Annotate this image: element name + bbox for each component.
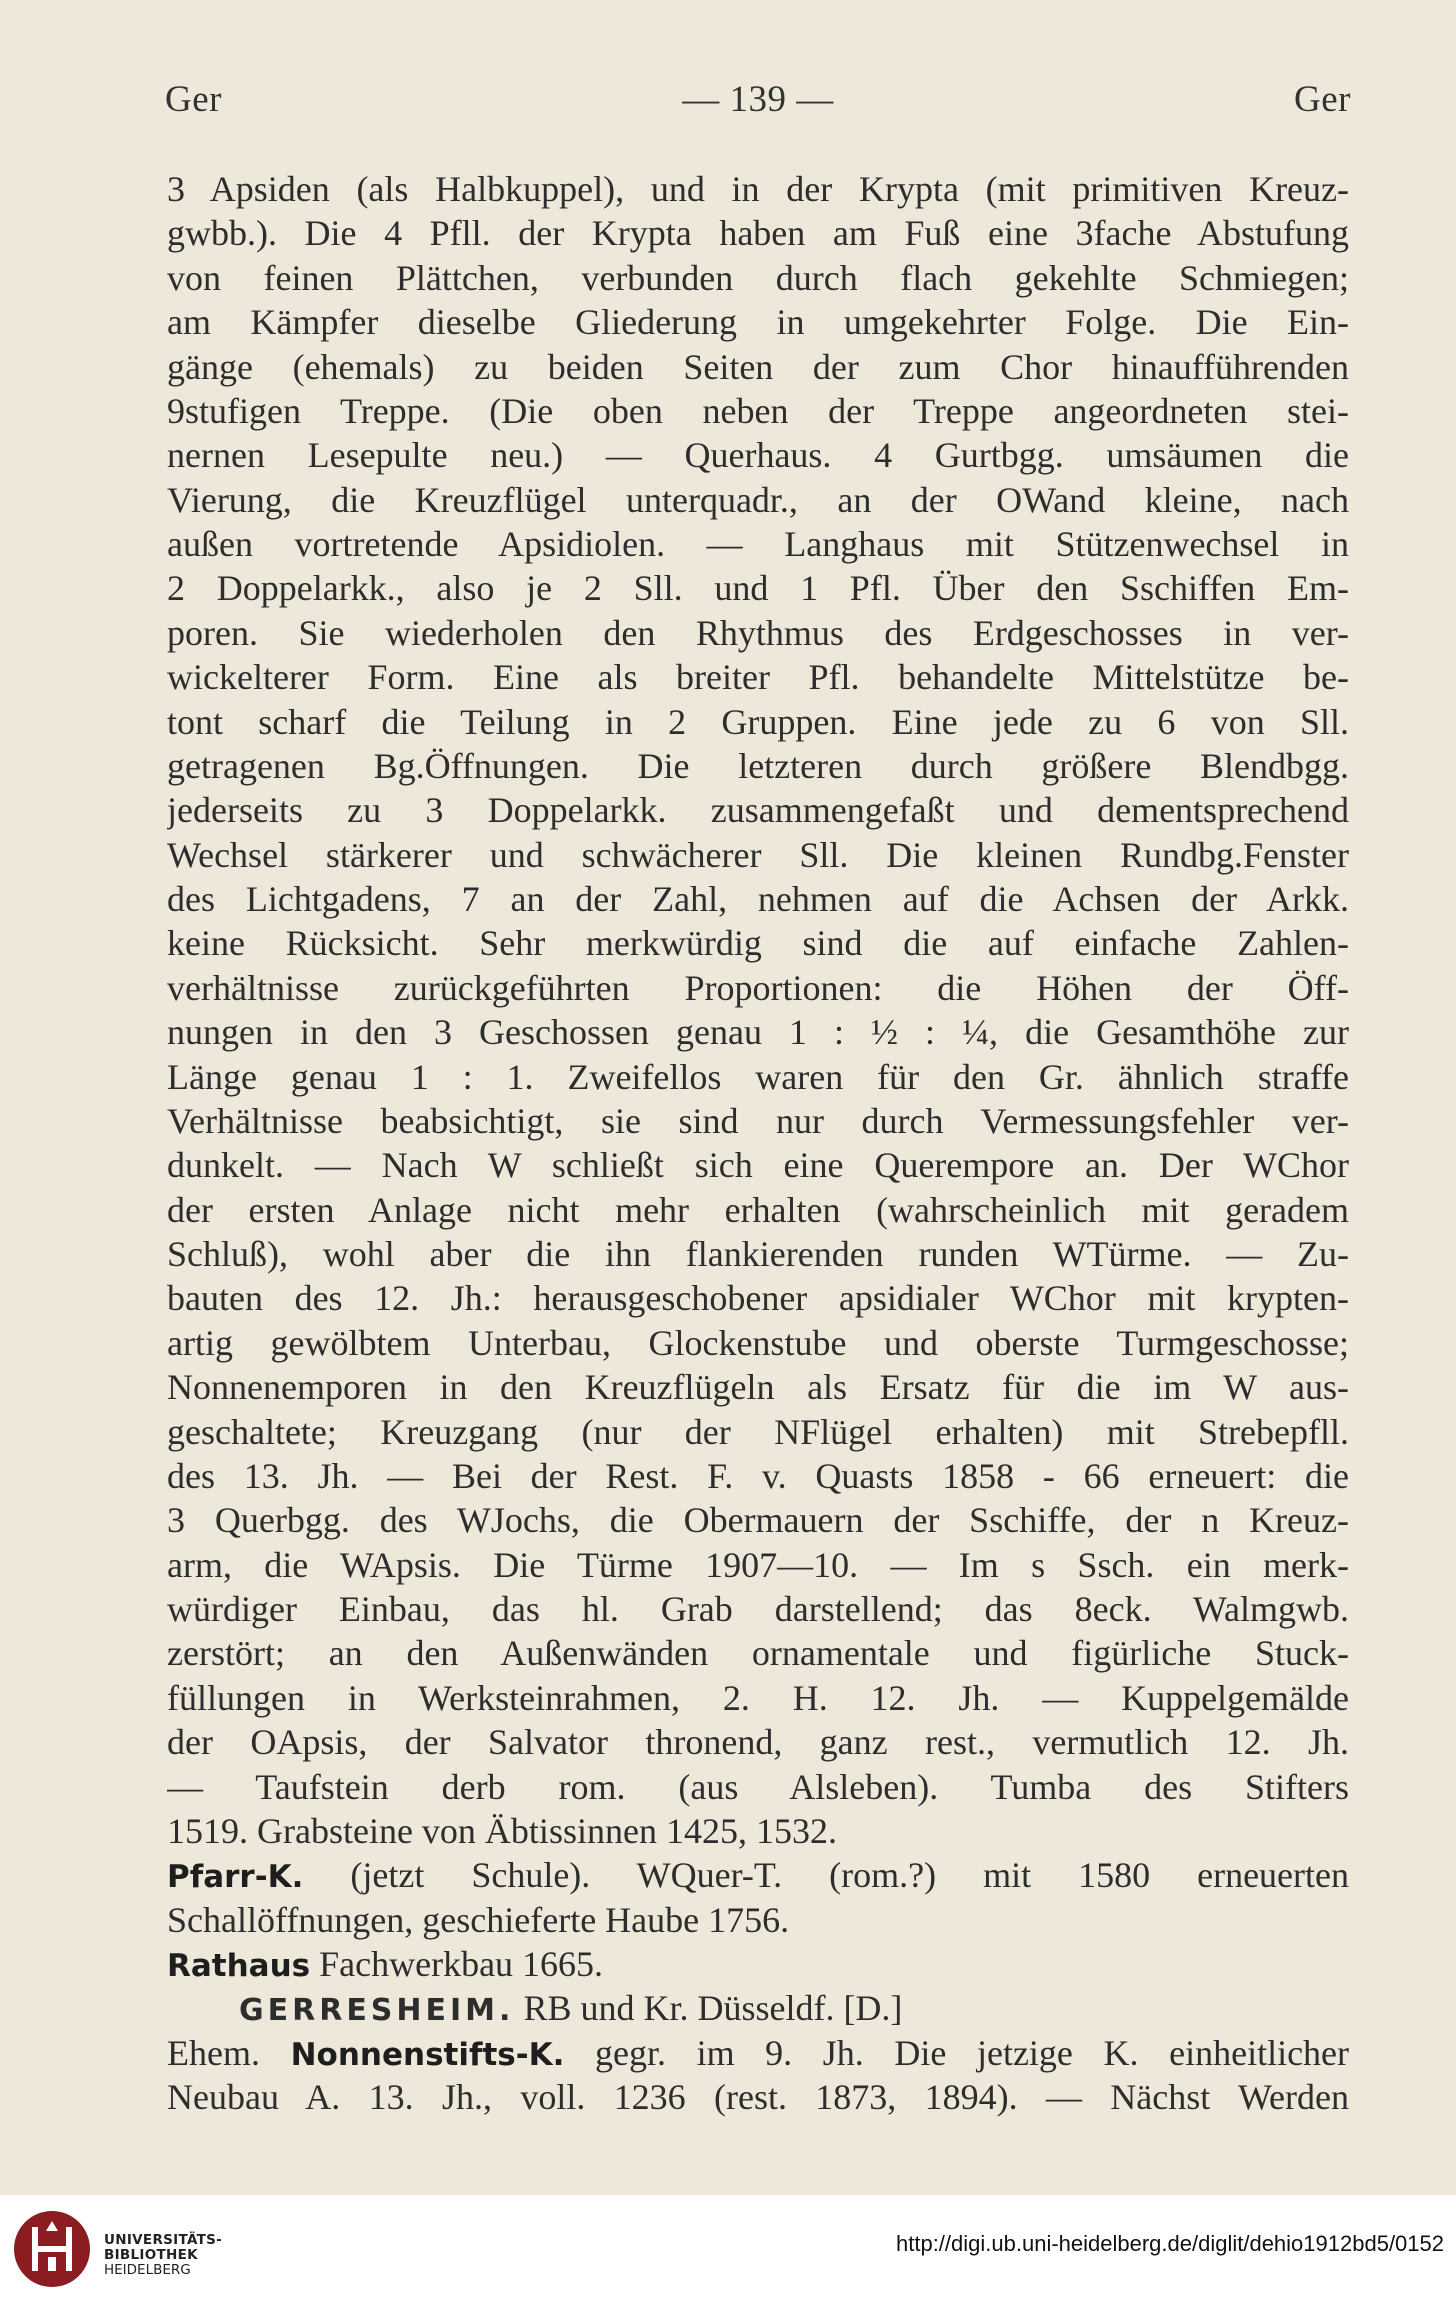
text-line: wickelterer Form. Eine als breiter Pfl. behandelte Mittelstütze be- — [167, 657, 1349, 698]
body-text — [167, 167, 1349, 2120]
text-line: Schluß), wohl aber die ihn flankierenden runden WTürme. — Zu- — [167, 1234, 1349, 1274]
text-line: Länge genau 1 : 1. Zweifellos waren für den Gr. ähnlich straffe — [167, 1056, 1349, 1097]
text-line: 1519. Grabsteine von Äbtissinnen 1425, 1532. — [167, 1810, 837, 1851]
text-line: arm, die WApsis. Die Türme 1907—10. — Im s Ssch. ein merk- — [167, 1544, 1349, 1585]
text-line: bauten des 12. Jh.: herausgeschobener apsidialer WChor mit krypten- — [167, 1278, 1349, 1319]
text-line: geschaltete; Kreuzgang (nur der NFlügel erhalten) mit Strebepfll. — [167, 1411, 1349, 1452]
text-line: Nonnenemporen in den Kreuzflügeln als Ersatz für die im W aus- — [167, 1367, 1349, 1408]
text-line: poren. Sie wiederholen den Rhythmus des Erdgeschosses in ver- — [167, 612, 1349, 653]
gerresheim-line-2 — [167, 2031, 1349, 2075]
text-line: füllungen in Werksteinrahmen, 2. H. 12. Jh. — Kuppelgemälde — [167, 1677, 1349, 1718]
running-head — [165, 78, 1351, 128]
gerresheim-text-3: Neubau A. 13. Jh., voll. 1236 (rest. 1873, 1894). — Nächst Werden — [167, 2077, 1349, 2118]
rathaus-text: Fachwerkbau 1665. — [319, 1944, 604, 1984]
text-line: Wechsel stärkerer und schwächerer Sll. Die kleinen Rundbg.Fenster — [167, 834, 1349, 875]
text-line: nungen in den 3 Geschossen genau 1 : ½ : ¼, die Gesamthöhe zur — [167, 1012, 1349, 1053]
library-name — [104, 2233, 222, 2278]
text-line: am Kämpfer dieselbe Gliederung in umgekehrter Folge. Die Ein- — [167, 302, 1349, 343]
text-line: des 13. Jh. — Bei der Rest. F. v. Quasts 1858 - 66 erneuert: die — [167, 1455, 1349, 1496]
library-name-line-2: BIBLIOTHEK — [104, 2247, 198, 2263]
text-line: getragenen Bg.Öffnungen. Die letzteren durch größere Blendbgg. — [167, 745, 1349, 786]
text-line: außen vortretende Apsidiolen. — Langhaus mit Stützenwechsel in — [167, 524, 1349, 564]
text-line: des Lichtgadens, 7 an der Zahl, nehmen auf die Achsen der Arkk. — [167, 879, 1349, 919]
gerresheim-heading-line — [167, 1986, 1349, 2030]
nonnenstift-term: Nonnenstifts-K. — [290, 2036, 565, 2073]
pfarr-term: Pfarr-K. — [167, 1859, 304, 1896]
text-line: 3 Apsiden (als Halbkuppel), und in der Krypta (mit primitiven Kreuz- — [167, 169, 1349, 209]
text-line: Verhältnisse beabsichtigt, sie sind nur durch Vermessungsfehler ver- — [167, 1100, 1349, 1141]
text-line: 9stufigen Treppe. (Die oben neben der Treppe angeordneten stei- — [167, 390, 1349, 431]
place-name-gerresheim: GERRESHEIM. — [239, 1993, 515, 2029]
pfarr-text-1: (jetzt Schule). WQuer-T. (rom.?) mit 1580 erneuerten — [350, 1855, 1349, 1896]
gerresheim-district: RB und Kr. Düsseldf. [D.] — [523, 1988, 903, 2029]
text-line: 2 Doppelarkk., also je 2 Sll. und 1 Pfl. Über den Sschiffen Em- — [167, 568, 1349, 609]
pfarr-line-1 — [167, 1853, 1349, 1897]
text-line: dunkelt. — Nach W schließt sich eine Querempore an. Der WChor — [167, 1145, 1349, 1186]
text-line: der ersten Anlage nicht mehr erhalten (wahrscheinlich mit geradem — [167, 1189, 1349, 1230]
rathaus-line — [167, 1942, 1349, 1986]
text-line: von feinen Plättchen, verbunden durch flach gekehlte Schmiegen; — [167, 257, 1349, 298]
main-paragraph — [167, 167, 1349, 1853]
text-line: artig gewölbtem Unterbau, Glockenstube und oberste Turmgeschosse; — [167, 1322, 1349, 1363]
text-line: tont scharf die Teilung in 2 Gruppen. Eine jede zu 6 von Sll. — [167, 701, 1349, 742]
text-line: — Taufstein derb rom. (aus Alsleben). Tumba des Stifters — [167, 1766, 1349, 1807]
gerresheim-prefix: Ehem. — [167, 2032, 260, 2073]
university-library-logo-icon — [10, 2207, 94, 2291]
text-line: würdiger Einbau, das hl. Grab darstellend; das 8eck. Walmgwb. — [167, 1589, 1349, 1629]
text-line: nernen Lesepulte neu.) — Querhaus. 4 Gurtbgg. umsäumen die — [167, 435, 1349, 476]
text-line: 3 Querbgg. des WJochs, die Obermauern der Sschiffe, der n Kreuz- — [167, 1500, 1349, 1541]
footer-bar — [0, 2195, 1456, 2303]
pfarr-line-2 — [167, 1898, 1349, 1942]
library-name-line-1: UNIVERSITÄTS- — [104, 2232, 223, 2248]
text-line: gänge (ehemals) zu beiden Seiten der zum Chor hinaufführenden — [167, 346, 1349, 387]
text-line: Vierung, die Kreuzflügel unterquadr., an der OWand kleine, nach — [167, 479, 1349, 520]
text-line: verhältnisse zurückgeführten Proportionen: die Höhen der Öff- — [167, 967, 1349, 1008]
source-url-link[interactable]: http://digi.ub.uni-heidelberg.de/diglit/dehio1912bd5/0152 — [896, 2231, 1444, 2256]
rathaus-term: Rathaus — [167, 1948, 311, 1984]
pfarr-text-2: Schallöffnungen, geschieferte Haube 1756. — [167, 1899, 790, 1940]
text-line: gwbb.). Die 4 Pfll. der Krypta haben am Fuß eine 3fache Abstufung — [167, 213, 1349, 254]
gerresheim-line-3 — [167, 2075, 1349, 2119]
running-head-left: Ger — [165, 79, 222, 120]
text-line: zerstört; an den Außenwänden ornamentale und figürliche Stuck- — [167, 1633, 1349, 1674]
text-line: der OApsis, der Salvator thronend, ganz rest., vermutlich 12. Jh. — [167, 1722, 1349, 1763]
gerresheim-text-2: gegr. im 9. Jh. Die jetzige K. einheitlicher — [595, 2032, 1349, 2073]
library-name-line-3: HEIDELBERG — [104, 2262, 191, 2278]
text-line: jederseits zu 3 Doppelarkk. zusammengefaßt und dementsprechend — [167, 790, 1349, 831]
text-line: keine Rücksicht. Sehr merkwürdig sind die auf einfache Zahlen- — [167, 923, 1349, 964]
running-head-right: Ger — [1294, 79, 1351, 120]
page-number: — 139 — — [682, 79, 834, 120]
